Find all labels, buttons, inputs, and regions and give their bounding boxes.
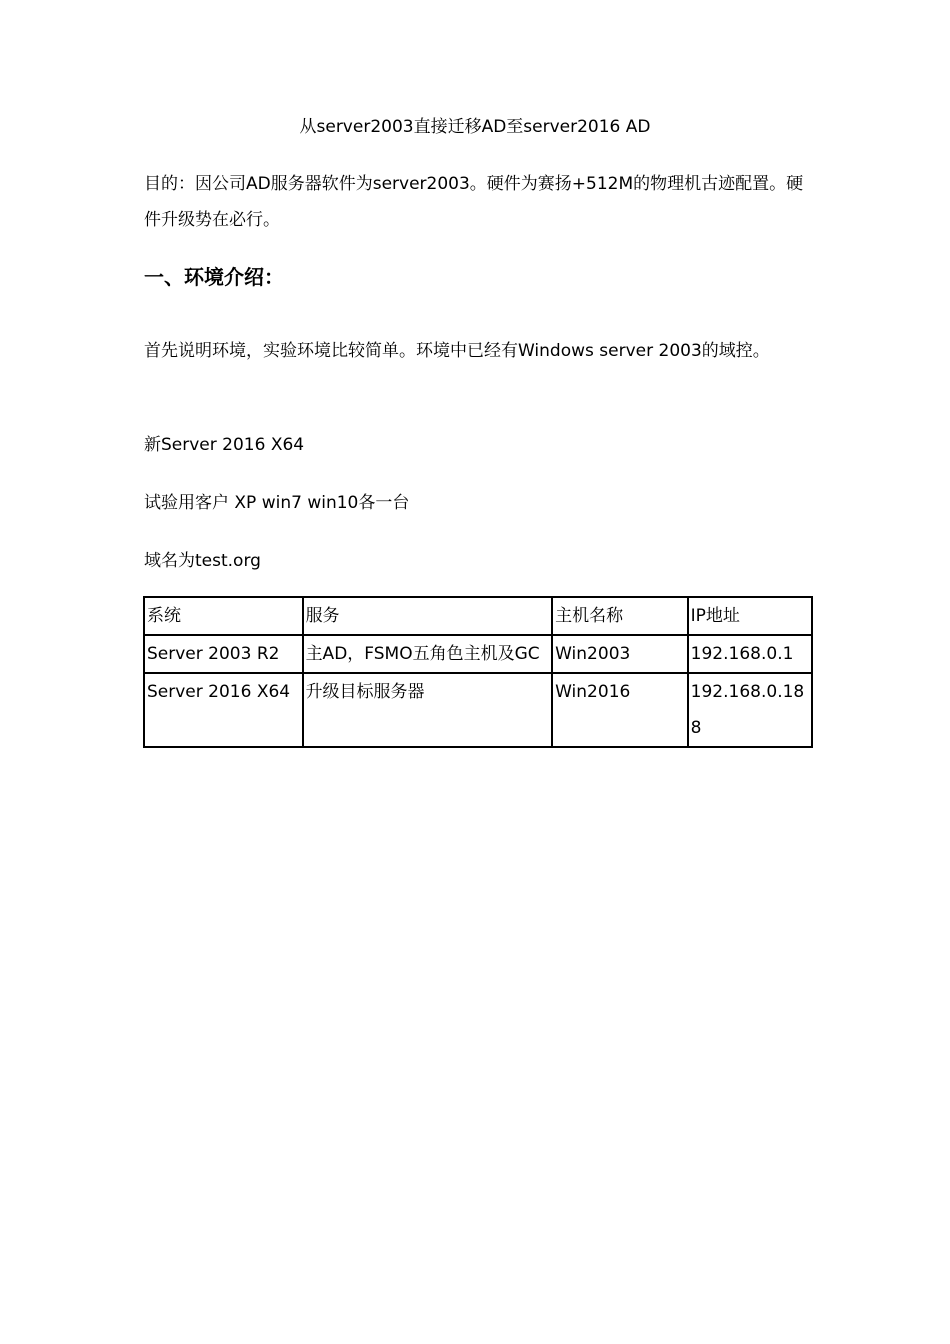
table-header-cell: IP地址 [688,597,812,635]
section-heading: 一、环境介绍： [144,265,284,289]
table-cell: 192.168.0.1 [688,635,812,673]
table-cell: 主AD，FSMO五角色主机及GC [303,635,553,673]
table-header-cell: 服务 [303,597,553,635]
document-title: 从server2003直接迁移AD至server2016 AD [299,117,651,137]
table-cell: Win2016 [552,673,688,747]
table-cell: 192.168.0.188 [688,673,812,747]
new-server-line: 新Server 2016 X64 [144,435,305,455]
table-cell: Win2003 [552,635,688,673]
table-row [144,673,812,747]
table-row [144,635,812,673]
purpose-paragraph: 目的：因公司AD服务器软件为server2003。硬件为赛扬+512M的物理机古迹配置。硬件升级势在必行。 [144,174,804,230]
environment-intro-paragraph: 首先说明环境，实验环境比较简单。环境中已经有Windows server 2003的域控。 [144,341,770,361]
table-cell: Server 2016 X64 [144,673,303,747]
table-header-cell: 主机名称 [552,597,688,635]
domain-name-line: 域名为test.org [144,551,261,571]
table-cell: 升级目标服务器 [303,673,553,747]
table-cell: Server 2003 R2 [144,635,303,673]
environment-table [143,596,813,748]
test-clients-line: 试验用客户 XP win7 win10各一台 [144,493,410,513]
table-header-cell: 系统 [144,597,303,635]
table-header-row [144,597,812,635]
